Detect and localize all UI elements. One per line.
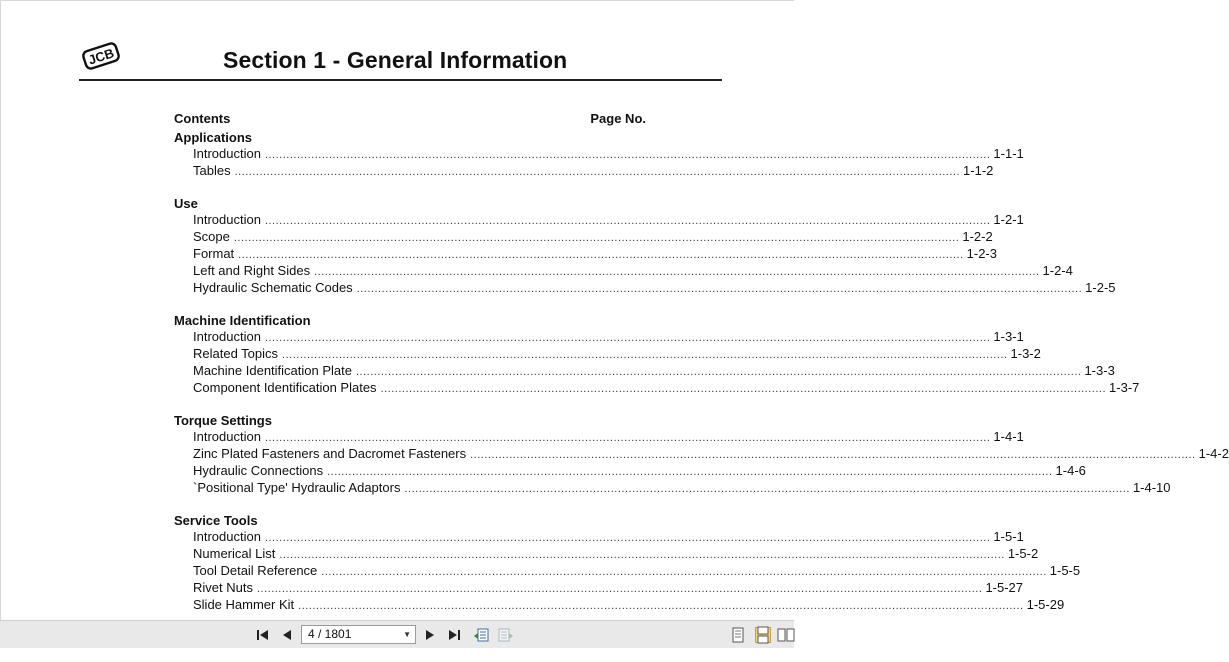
toc-section-title: Service Tools	[174, 513, 258, 528]
toc-entry-page: 1-2-1	[993, 212, 1024, 227]
toc-entry-page: 1-4-10	[1132, 480, 1171, 495]
toc-leader-dots	[357, 281, 1082, 297]
toc-entry[interactable]	[174, 280, 1116, 297]
toc-section-title: Machine Identification	[174, 313, 311, 328]
toc-entry[interactable]	[174, 146, 1024, 163]
toc-entry-label: Introduction	[193, 429, 261, 444]
toc-entry-label: Introduction	[193, 212, 261, 227]
toc-leader-dots	[279, 547, 1004, 563]
toc-leader-dots	[238, 247, 963, 263]
viewer-toolbar	[0, 620, 794, 648]
continuous-page-icon[interactable]	[755, 627, 771, 643]
toc-entry[interactable]	[174, 329, 1024, 346]
toc-section	[174, 196, 1116, 297]
toc-entry-page: 1-4-6	[1055, 463, 1086, 478]
toc-entry-label: Hydraulic Schematic Codes	[193, 280, 353, 295]
toc-leader-dots	[282, 347, 1007, 363]
toc-section	[174, 313, 1140, 397]
toc-entry-label: Scope	[193, 229, 230, 244]
toc-entry[interactable]	[174, 363, 1115, 380]
title-rule	[79, 79, 722, 81]
toc-leader-dots	[327, 464, 1052, 480]
toc-entry-label: Tables	[193, 163, 231, 178]
toc-leader-dots	[321, 564, 1046, 580]
toc-entry[interactable]	[174, 229, 993, 246]
toc-leader-dots	[381, 381, 1106, 397]
toc-entry[interactable]	[174, 380, 1140, 397]
toc-entry-page: 1-5-5	[1049, 563, 1081, 578]
toc-entry-page: 1-3-1	[993, 329, 1024, 344]
toc-entry-label: Hydraulic Connections	[193, 463, 324, 478]
toc-entry-label: Format	[193, 246, 235, 261]
page-title: Section 1 - General Information	[223, 47, 568, 73]
toc-entry-label: Zinc Plated Fasteners and Dacromet Fasteners	[193, 446, 467, 461]
toc-entry-page: 1-2-4	[1042, 263, 1073, 278]
table-of-contents	[174, 111, 1229, 662]
toc-section	[174, 130, 1024, 180]
toc-section-title: Applications	[174, 130, 253, 145]
toc-entry-page: 1-2-3	[966, 246, 997, 261]
first-page-icon[interactable]	[255, 627, 271, 643]
jcb-logo	[79, 39, 123, 73]
toc-section-title: Use	[174, 196, 198, 211]
toc-entry-label: Component Identification Plates	[193, 380, 377, 395]
toc-entry-label: Tool Detail Reference	[193, 563, 318, 578]
next-view-icon[interactable]	[498, 627, 514, 643]
toc-entry-page: 1-3-7	[1109, 380, 1140, 395]
toc-leader-dots	[356, 364, 1081, 380]
toc-entry-label: Introduction	[193, 146, 261, 161]
toc-section	[174, 513, 1081, 614]
toc-leader-dots	[265, 213, 990, 229]
toc-entry-label: Slide Hammer Kit	[193, 597, 295, 612]
toc-entry[interactable]	[174, 246, 997, 263]
toc-entry-page: 1-4-2	[1198, 446, 1229, 461]
toc-entry[interactable]	[174, 446, 1229, 463]
toc-entry[interactable]	[174, 563, 1081, 580]
toc-leader-dots	[404, 481, 1129, 497]
contents-label: Contents	[174, 111, 231, 126]
toc-entry[interactable]	[174, 463, 1086, 480]
toc-entry-page: 1-2-5	[1085, 280, 1116, 295]
toc-leader-dots	[265, 530, 990, 546]
toc-leader-dots	[265, 430, 990, 446]
page-indicator: 4 / 1801	[308, 627, 352, 641]
toc-entry[interactable]	[174, 580, 1024, 597]
toc-entry-page: 1-3-3	[1084, 363, 1115, 378]
toc-entry[interactable]	[174, 546, 1039, 563]
toc-sections	[174, 130, 1229, 646]
chevron-down-icon: ▼	[403, 630, 411, 639]
toc-entry-label: Related Topics	[193, 346, 279, 361]
toc-entry-page: 1-4-1	[993, 429, 1024, 444]
toc-entry[interactable]	[174, 597, 1065, 614]
toc-entry[interactable]	[174, 429, 1024, 446]
toc-entry-page: 1-1-2	[963, 163, 994, 178]
toc-entry-page: 1-5-27	[985, 580, 1024, 595]
toc-leader-dots	[298, 598, 1023, 614]
toc-leader-dots	[235, 164, 960, 180]
toc-entry-page: 1-5-1	[993, 529, 1024, 544]
previous-page-icon[interactable]	[279, 627, 295, 643]
toc-leader-dots	[257, 581, 982, 597]
toc-leader-dots	[265, 147, 990, 163]
next-page-icon[interactable]	[422, 627, 438, 643]
toc-section	[174, 413, 1229, 497]
toc-entry-page: 1-3-2	[1010, 346, 1041, 361]
toc-leader-dots	[314, 264, 1039, 280]
toc-leader-dots	[265, 330, 990, 346]
toc-entry-label: `Positional Type' Hydraulic Adaptors	[193, 480, 401, 495]
toc-entry-label: Introduction	[193, 529, 261, 544]
page-no-label: Page No.	[590, 111, 646, 126]
toc-entry[interactable]	[174, 480, 1171, 497]
toc-entry[interactable]	[174, 346, 1041, 363]
toc-entry[interactable]	[174, 212, 1024, 229]
toc-entry-label: Rivet Nuts	[193, 580, 253, 595]
single-page-icon[interactable]	[730, 627, 746, 643]
facing-pages-icon[interactable]	[778, 627, 794, 643]
previous-view-icon[interactable]	[473, 627, 489, 643]
toc-entry-label: Machine Identification Plate	[193, 363, 352, 378]
toc-entry[interactable]	[174, 529, 1024, 546]
toc-leader-dots	[470, 447, 1195, 463]
toc-section-title: Torque Settings	[174, 413, 272, 428]
toc-entry[interactable]	[174, 163, 994, 180]
page-number-select[interactable]	[301, 625, 416, 644]
svg-text:JCB: JCB	[86, 45, 116, 68]
toc-entry-page: 1-2-2	[962, 229, 993, 244]
toc-header	[174, 111, 646, 127]
toc-entry-page: 1-5-29	[1026, 597, 1065, 612]
toc-leader-dots	[234, 230, 959, 246]
toc-entry-page: 1-1-1	[993, 146, 1024, 161]
last-page-icon[interactable]	[446, 627, 462, 643]
toc-entry-label: Introduction	[193, 329, 261, 344]
toc-entry[interactable]	[174, 263, 1073, 280]
toc-entry-label: Numerical List	[193, 546, 276, 561]
toc-entry-label: Left and Right Sides	[193, 263, 311, 278]
toc-entry-page: 1-5-2	[1007, 546, 1039, 561]
